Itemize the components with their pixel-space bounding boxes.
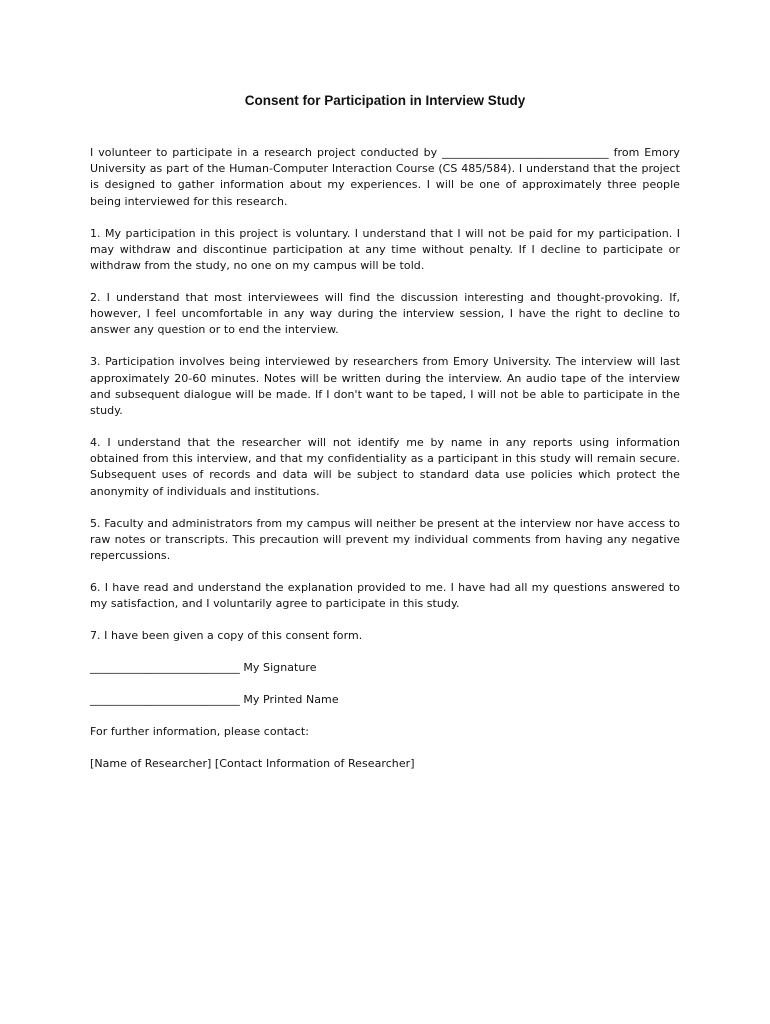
clause-1: 1. My participation in this project is voluntary. I understand that I will not be paid for my participation. I may withdraw and discontinue participation at any time without penalty. If I decline to participate or withdraw from the study, no one on my campus will be told. <box>90 226 680 273</box>
clause-2: 2. I understand that most interviewees will find the discussion interesting and thought-provoking. If, however, I feel uncomfortable in any way during the interview session, I have the right to decline to answer any question or to end the interview. <box>90 291 680 337</box>
clause-4: 4. I understand that the researcher will not identify me by name in any reports using information obtained from this interview, and that my confidentiality as a participant in this study will remain secure. Subsequent uses of records and data will be subject to standard data use policies which protect the anonymity of individuals and institutions. <box>90 436 680 498</box>
document-body <box>90 145 680 788</box>
signature-line: ___________________________ My Signature <box>90 661 317 675</box>
document-title: Consent for Participation in Interview Study <box>244 93 526 108</box>
contact-placeholder: [Name of Researcher] [Contact Information of Researcher] <box>90 757 415 771</box>
clause-7: 7. I have been given a copy of this consent form. <box>90 629 363 643</box>
clause-6: 6. I have read and understand the explanation provided to me. I have had all my questions answered to my satisfaction, and I voluntarily agree to participate in this study. <box>90 581 680 611</box>
intro-paragraph: I volunteer to participate in a research project conducted by ______________________________ from Emory University as part of the Human-Computer Interaction Course (CS 485/584). I understand that the project is designed to gather information about my experiences. I will be one of approximately three people being interviewed for this research. <box>90 146 680 208</box>
clause-3: 3. Participation involves being interviewed by researchers from Emory University. The interview will last approximately 20-60 minutes. Notes will be written during the interview. An audio tape of the interview and subsequent dialogue will be made. If I don't want to be taped, I will not be able to participate in the study. <box>90 355 680 418</box>
contact-prompt: For further information, please contact: <box>90 725 310 739</box>
printed-name-line: ___________________________ My Printed Name <box>90 693 339 707</box>
clause-5: 5. Faculty and administrators from my campus will neither be present at the interview nor have access to raw notes or transcripts. This precaution will prevent my individual comments from having any negative repercussions. <box>90 516 680 563</box>
